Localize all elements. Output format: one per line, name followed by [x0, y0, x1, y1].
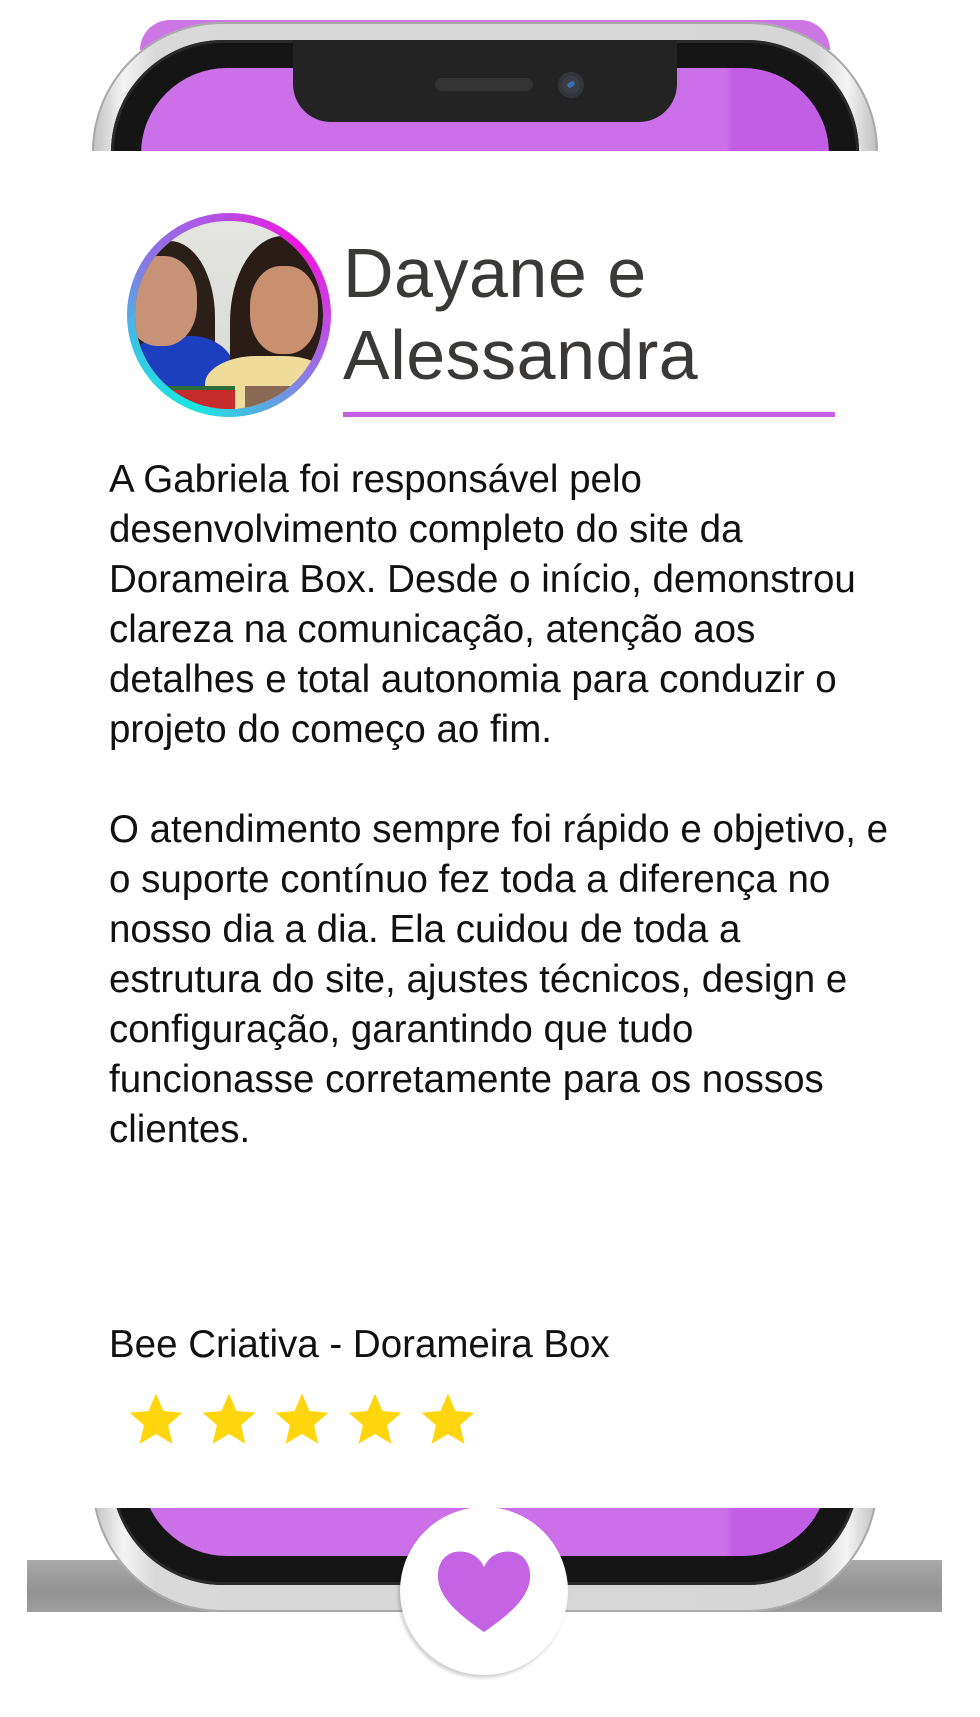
avatar-photo — [135, 221, 323, 409]
testimonial-paragraph: A Gabriela foi responsável pelo desenvolvimento completo do site da Dorameira Box. Desde o início, demonstrou clareza na comunicação, atenção aos detalhes e total autonomia para conduzir o projeto do começo ao fim. — [109, 458, 856, 751]
testimonial-paragraph: O atendimento sempre foi rápido e objetivo, e o suporte contínuo fez toda a diferença no nosso dia a dia. Ela cuidou de toda a estrutura do site, ajustes técnicos, design e configuração, garantindo que tudo funcionasse corretamente para os nossos clientes. — [109, 808, 889, 1151]
star-icon — [273, 1390, 331, 1448]
reviewer-name-line-1: Dayane e — [343, 234, 647, 312]
star-icon — [346, 1390, 404, 1448]
reviewer-name — [343, 232, 843, 396]
avatar — [127, 213, 331, 417]
heart-icon — [436, 1550, 532, 1632]
camera-icon — [558, 72, 584, 98]
star-icon — [127, 1390, 185, 1448]
star-icon — [419, 1390, 477, 1448]
name-divider — [343, 412, 835, 417]
like-button[interactable] — [400, 1507, 568, 1675]
testimonial-text — [109, 455, 899, 1155]
testimonial-source: Bee Criativa - Dorameira Box — [109, 1323, 610, 1366]
reviewer-name-line-2: Alessandra — [343, 316, 699, 394]
star-icon — [200, 1390, 258, 1448]
speaker-icon — [435, 78, 533, 91]
star-rating — [127, 1390, 477, 1450]
